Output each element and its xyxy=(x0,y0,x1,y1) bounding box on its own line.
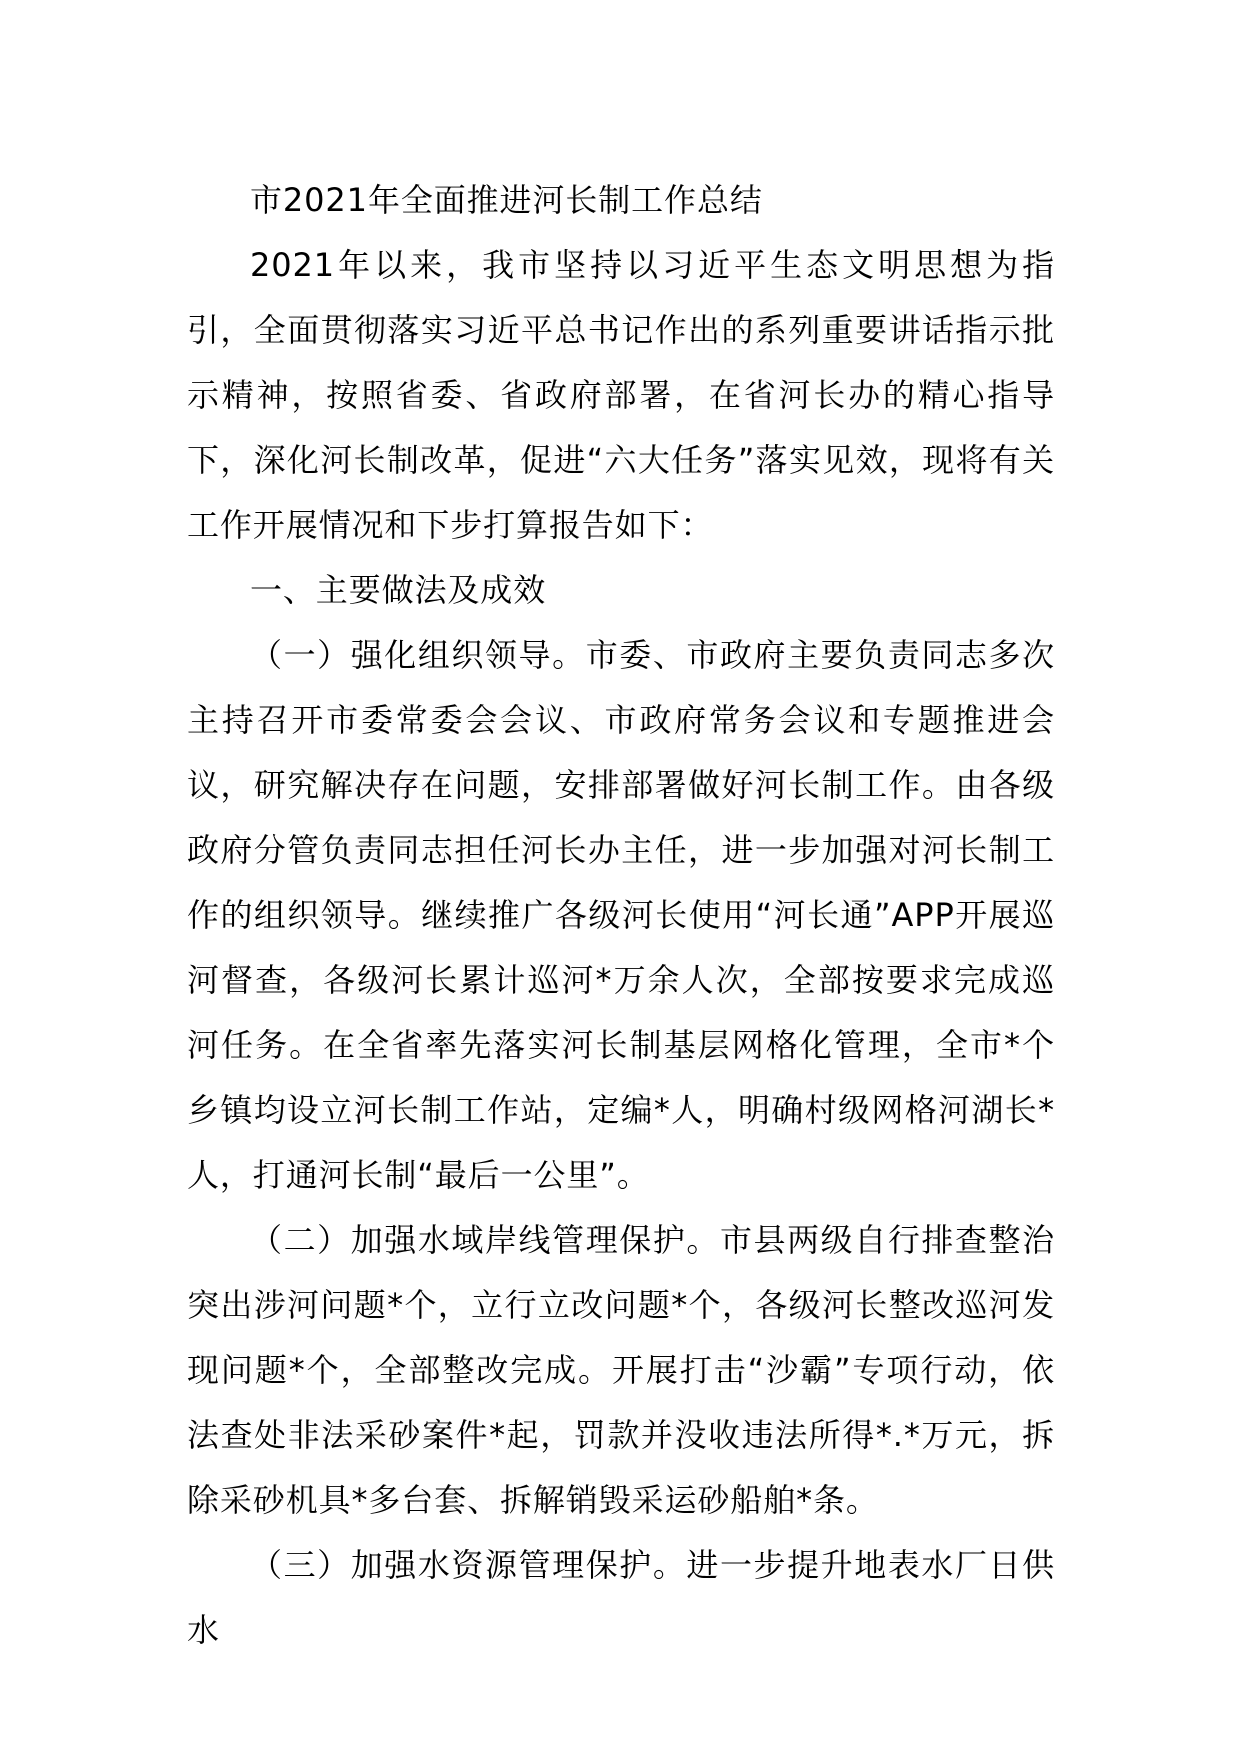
paragraph-item-1: （一）强化组织领导。市委、市政府主要负责同志多次主持召开市委常委会会议、市政府常务会议和专题推进会议，研究解决存在问题，安排部署做好河长制工作。由各级政府分管负责同志担任河长办主任，进一步加强对河长制工作的组织领导。继续推广各级河长使用“河长通”APP开展巡河督查，各级河长累计巡河*万余人次，全部按要求完成巡河任务。在全省率先落实河长制基层网格化管理，全市*个乡镇均设立河长制工作站，定编*人，明确村级网格河湖长*人，打通河长制“最后一公里”。 xyxy=(187,636,1055,1194)
section-heading-1: 一、主要做法及成效 xyxy=(250,571,547,609)
document-title: 市2021年全面推进河长制工作总结 xyxy=(250,181,763,219)
paragraph-item-3: （三）加强水资源管理保护。进一步提升地表水厂日供水 xyxy=(187,1546,1055,1649)
paragraph-item-2: （二）加强水域岸线管理保护。市县两级自行排查整治突出涉河问题*个，立行立改问题*个，各级河长整改巡河发现问题*个，全部整改完成。开展打击“沙霸”专项行动，依法查处非法采砂案件*起，罚款并没收违法所得*.*万元，拆除采砂机具*多台套、拆解销毁采运砂船舶*条。 xyxy=(187,1221,1055,1519)
intro-paragraph: 2021年以来，我市坚持以习近平生态文明思想为指引，全面贯彻落实习近平总书记作出的系列重要讲话指示批示精神，按照省委、省政府部署，在省河长办的精心指导下，深化河长制改革，促进“六大任务”落实见效，现将有关工作开展情况和下步打算报告如下： xyxy=(187,246,1055,544)
document-page xyxy=(187,168,1055,1663)
